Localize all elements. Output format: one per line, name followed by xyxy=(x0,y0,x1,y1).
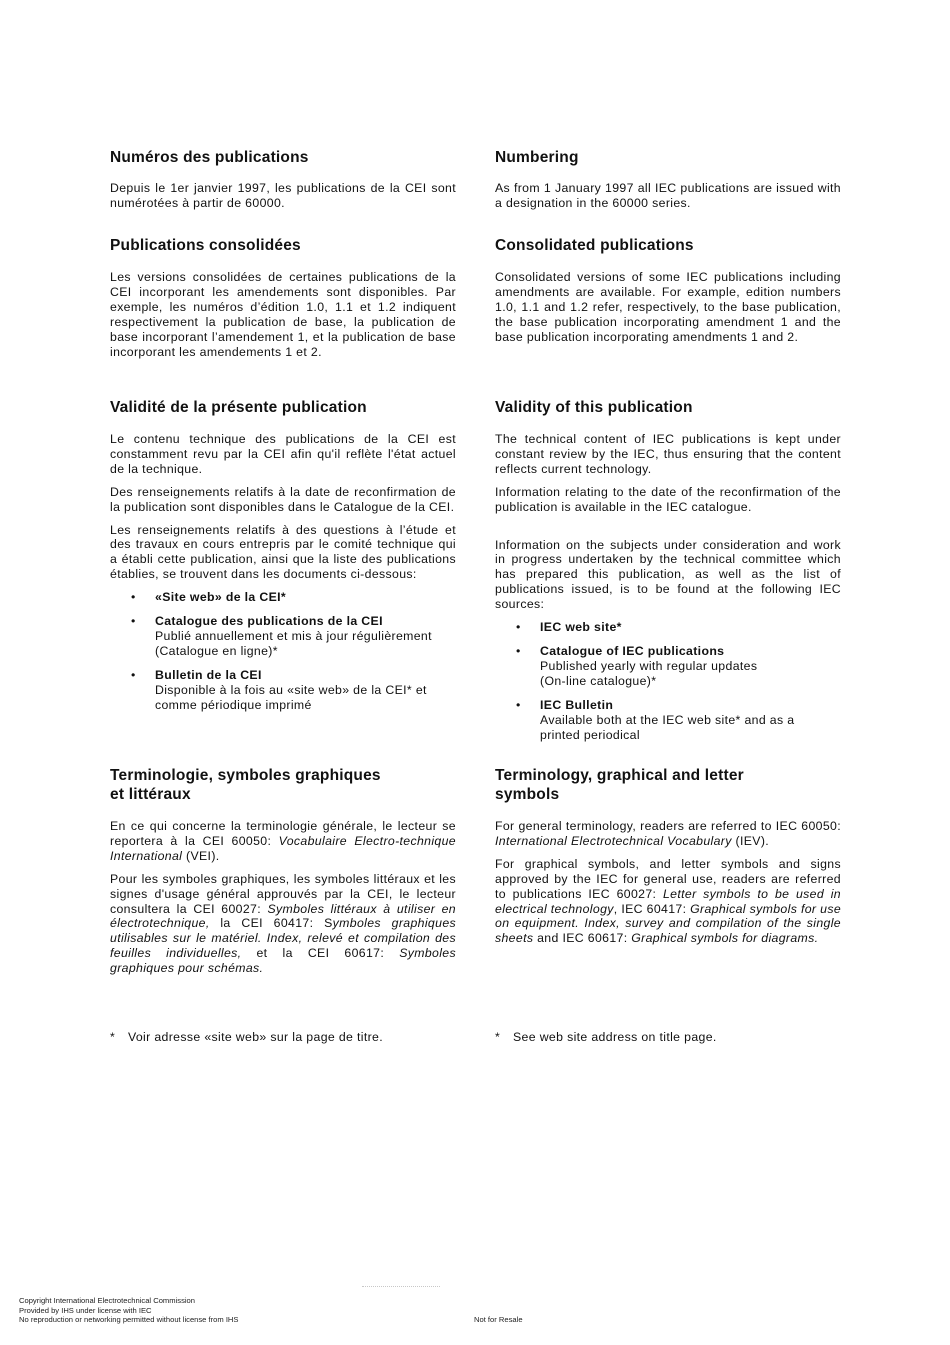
fr-terminology-para-2 xyxy=(110,872,456,976)
en-footnote xyxy=(495,1030,717,1045)
not-for-resale-label: Not for Resale xyxy=(474,1315,523,1324)
fr-numbering-heading: Numéros des publications xyxy=(110,149,309,166)
en-consolidated-heading: Consolidated publications xyxy=(495,237,694,254)
text-run: For general terminology, readers are referred to IEC 60050: xyxy=(495,819,841,833)
copyright-notice xyxy=(19,1296,238,1325)
fr-source-title: Bulletin de la CEI xyxy=(155,667,262,682)
bullet-icon: • xyxy=(131,614,136,629)
fr-consolidated-section xyxy=(110,236,456,359)
text-run: Pour les symboles graphiques, les symboles littéraux et les signes d'usage général approuvés par la CEI, le lecteur consultera la CEI 60027: xyxy=(110,871,456,916)
en-validity-section xyxy=(495,398,841,751)
list-item xyxy=(495,644,841,689)
italic-title: Graphical symbols for use on equipment. Index, survey and compilation of the single sheets xyxy=(495,901,842,946)
footnote-text: See web site address on title page. xyxy=(513,1030,717,1044)
fr-consolidated-text: Les versions consolidées de certaines publications de la CEI incorporant les amendements sont disponibles. Par exemple, les numéros d’édition 1.0, 1.1 et 1.2 indiquent respectivement la publication de base, la publication de base incorporant l’amendement 1, et la publication de base incorporant les amendements 1 et 2. xyxy=(110,270,456,359)
fr-footnote xyxy=(110,1030,383,1045)
text-run: (VEI). xyxy=(182,848,220,863)
en-terminology-heading xyxy=(495,766,841,804)
fr-validity-section xyxy=(110,398,456,722)
text-run: , IEC 60417: xyxy=(613,901,691,916)
fr-consolidated-heading: Publications consolidées xyxy=(110,237,301,254)
text-run: (IEV). xyxy=(731,833,770,848)
heading-line: et littéraux xyxy=(110,786,191,803)
en-validity-para-3: Information on the subjects under consideration and work in progress undertaken by the technical committee which has prepared this publication, as well as the list of publications issued, is to be found at the following IEC sources: xyxy=(495,537,841,612)
en-source-detail: (On-line catalogue)* xyxy=(540,673,657,688)
en-consolidated-text: Consolidated versions of some IEC publications including amendments are available. For example, edition numbers 1.0, 1.1 and 1.2 refer, respectively, to the base publication, the base publication incorporating amendment 1 and the base publication incorporating amendments 1 and 2. xyxy=(495,270,841,344)
fr-source-detail: (Catalogue en ligne)* xyxy=(155,643,278,658)
faint-divider xyxy=(362,1286,440,1289)
fr-source-detail: comme périodique imprimé xyxy=(155,697,312,712)
footnote-text: Voir adresse «site web» sur la page de titre. xyxy=(128,1030,383,1044)
copyright-line: No reproduction or networking permitted without license from IHS xyxy=(19,1315,239,1325)
en-source-detail: printed periodical xyxy=(540,727,640,742)
italic-title: Vocabulaire Electro-technique International xyxy=(110,833,456,863)
fr-numbering-text: Depuis le 1er janvier 1997, les publications de la CEI sont numérotées à partir de 60000. xyxy=(110,181,456,210)
text-run: et la CEI 60617: xyxy=(241,946,400,961)
heading-line: Terminologie, symboles graphiques xyxy=(110,767,381,784)
footnote-marker: * xyxy=(110,1030,116,1044)
italic-title: Symboles graphiques pour schémas. xyxy=(110,946,456,976)
en-validity-para-1: The technical content of IEC publications is kept under constant review by the IEC, thus ensuring that the content reflects current technology. xyxy=(495,432,841,476)
en-source-title: IEC web site* xyxy=(540,620,622,635)
fr-numbering-section xyxy=(110,148,456,211)
fr-source-title: «Site web» de la CEI* xyxy=(155,590,287,605)
heading-line: Terminology, graphical and letter xyxy=(495,767,744,784)
copyright-line: Provided by IHS under license with IEC xyxy=(19,1305,152,1315)
italic-title: Symboles littéraux à utiliser en électrotechnique, xyxy=(110,901,456,931)
list-item xyxy=(495,698,841,743)
list-item xyxy=(110,668,456,713)
fr-terminology-section xyxy=(110,766,456,976)
list-item xyxy=(495,620,841,635)
heading-line: symbols xyxy=(495,786,560,803)
text-run: and IEC 60617: xyxy=(533,931,632,946)
en-terminology-para-1 xyxy=(495,819,841,849)
en-source-title: Catalogue of IEC publications xyxy=(540,643,725,658)
text-run: la CEI 60417: S xyxy=(209,916,333,931)
en-terminology-section xyxy=(495,766,841,946)
italic-title: ymboles graphiques utilisables sur le matériel. Index, relevé et compilation des feuilles individuelles, xyxy=(110,916,457,961)
copyright-line: Copyright International Electrotechnical Commission xyxy=(19,1296,196,1305)
italic-title: Graphical symbols for diagrams. xyxy=(631,931,819,946)
italic-title: Letter symbols to be used in electrical technology xyxy=(495,886,841,916)
text-run: En ce qui concerne la terminologie générale, le lecteur se reportera à la CEI 60050: xyxy=(110,819,456,848)
en-sources-list xyxy=(495,620,841,742)
text-run: For graphical symbols, and letter symbols and signs approved by the IEC for general use, readers are referred to publications IEC 60027: xyxy=(495,856,841,901)
en-terminology-para-2 xyxy=(495,857,841,946)
en-numbering-section xyxy=(495,148,841,211)
bullet-icon: • xyxy=(131,667,136,682)
fr-validity-para-1: Le contenu technique des publications de la CEI est constamment revu par la CEI afin qu'il reflète l'état actuel de la technique. xyxy=(110,432,456,476)
en-numbering-heading: Numbering xyxy=(495,149,579,166)
en-source-title: IEC Bulletin xyxy=(540,697,614,712)
fr-validity-para-2: Des renseignements relatifs à la date de reconfirmation de la publication sont disponibles dans le Catalogue de la CEI. xyxy=(110,484,456,514)
en-validity-heading: Validity of this publication xyxy=(495,399,693,416)
bullet-icon: • xyxy=(516,643,521,658)
fr-validity-para-3: Les renseignements relatifs à des questions à l’étude et des travaux en cours entrepris par le comité technique qui a établi cette publication, ainsi que la liste des publications établies, se trouvent dans les documents ci-dessous: xyxy=(110,522,456,582)
fr-terminology-heading xyxy=(110,766,456,804)
fr-terminology-para-1 xyxy=(110,819,456,864)
italic-title: International Electrotechnical Vocabulary xyxy=(495,833,732,848)
bullet-icon: • xyxy=(516,697,521,712)
fr-source-title: Catalogue des publications de la CEI xyxy=(155,614,383,629)
en-source-detail: Available both at the IEC web site* and as a xyxy=(540,712,795,727)
list-item xyxy=(110,590,456,605)
en-validity-para-2: Information relating to the date of the reconfirmation of the publication is available in the IEC catalogue. xyxy=(495,484,841,514)
list-item xyxy=(110,614,456,659)
en-consolidated-section xyxy=(495,236,841,345)
en-numbering-text: As from 1 January 1997 all IEC publications are issued with a designation in the 60000 series. xyxy=(495,181,841,210)
fr-validity-heading: Validité de la présente publication xyxy=(110,399,367,416)
fr-source-detail: Publié annuellement et mis à jour régulièrement xyxy=(155,628,432,643)
fr-sources-list xyxy=(110,590,456,712)
bullet-icon: • xyxy=(131,590,136,605)
footnote-marker: * xyxy=(495,1030,501,1044)
bullet-icon: • xyxy=(516,620,521,635)
en-source-detail: Published yearly with regular updates xyxy=(540,658,758,673)
fr-source-detail: Disponible à la fois au «site web» de la CEI* et xyxy=(155,682,427,697)
